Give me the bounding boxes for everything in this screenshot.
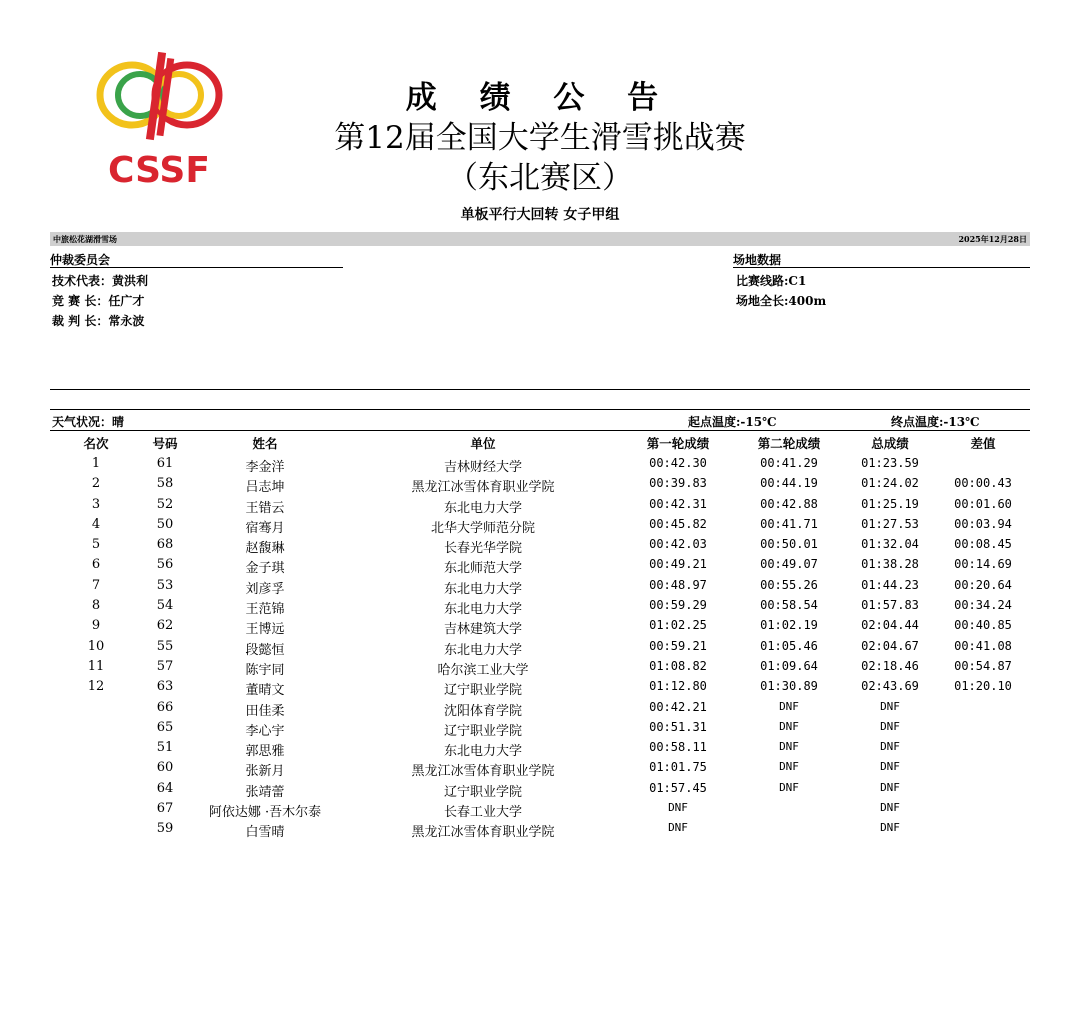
unit-cell: 东北师范大学 (443, 561, 522, 577)
run2-cell: 00:41.71 (760, 516, 818, 531)
table-row (0, 778, 1080, 798)
run1-cell: 01:08.82 (649, 658, 707, 673)
run1-cell: 01:02.25 (649, 618, 707, 633)
table-row (0, 514, 1080, 534)
unit-cell: 长春光华学院 (443, 541, 522, 557)
name-cell: 董晴文 (245, 683, 285, 699)
finish-temperature: 终点温度:-13℃ (891, 415, 980, 429)
unit-cell: 东北电力大学 (443, 602, 522, 618)
name-cell: 陈宇同 (245, 662, 285, 678)
diff-cell: 00:54.87 (954, 658, 1012, 673)
bib-cell: 55 (156, 638, 174, 654)
diff-cell: 01:20.10 (954, 679, 1012, 694)
rank-cell: 11 (87, 658, 105, 674)
table-row (0, 717, 1080, 737)
column-header-unit: 单位 (470, 436, 496, 451)
bib-cell: 52 (156, 496, 174, 512)
table-row (0, 798, 1080, 821)
unit-cell: 黑龙江冰雪体育职业学院 (411, 825, 555, 841)
start-temperature: 起点温度:-15℃ (688, 415, 777, 429)
run1-cell: 00:42.03 (649, 537, 707, 552)
run2-cell: DNF (779, 760, 799, 774)
column-header-run1: 第一轮成绩 (646, 436, 710, 451)
table-row (0, 636, 1080, 656)
table-row (0, 595, 1080, 618)
run2-cell: 00:41.29 (760, 456, 818, 470)
rank-cell: 3 (91, 496, 101, 512)
total-cell: 01:23.59 (861, 456, 919, 470)
run1-cell: 00:59.29 (649, 598, 707, 613)
name-cell: 王范锦 (245, 602, 285, 618)
table-row (0, 737, 1080, 760)
unit-cell: 哈尔滨工业大学 (437, 662, 529, 678)
total-cell: DNF (880, 780, 900, 794)
rank-cell: 9 (91, 618, 101, 634)
run2-cell: DNF (779, 740, 799, 754)
rank-cell: 2 (91, 476, 101, 492)
name-cell: 金子琪 (245, 561, 285, 577)
name-cell: 王博远 (245, 622, 285, 638)
total-cell: 02:04.44 (861, 618, 919, 633)
unit-cell: 东北电力大学 (443, 642, 522, 658)
total-cell: 01:27.53 (861, 516, 919, 531)
table-row (0, 757, 1080, 780)
total-cell: 02:43.69 (861, 679, 919, 694)
name-cell: 白雪晴 (245, 825, 285, 841)
column-header-rank: 名次 (83, 436, 109, 451)
total-cell: 01:44.23 (861, 577, 919, 592)
name-cell: 田佳柔 (245, 703, 285, 719)
bib-cell: 61 (156, 456, 174, 471)
run2-cell: 00:55.26 (760, 577, 818, 592)
bib-cell: 54 (156, 598, 174, 614)
name-cell: 李金洋 (245, 460, 285, 475)
competition-title: 第12届全国大学生滑雪挑战赛 (334, 120, 746, 156)
divider (50, 389, 1030, 390)
jury-heading: 仲裁委员会 (50, 251, 343, 268)
bib-cell: 66 (156, 699, 174, 715)
run2-cell: 01:05.46 (760, 638, 818, 653)
diff-cell: 00:34.24 (954, 598, 1012, 613)
table-row (0, 656, 1080, 676)
name-cell: 郭思雅 (245, 744, 285, 760)
cssf-logo (92, 48, 227, 188)
unit-cell: 黑龙江冰雪体育职业学院 (411, 480, 555, 496)
unit-cell: 吉林建筑大学 (443, 622, 522, 638)
course-length: 场地全长:400m (736, 294, 827, 308)
unit-cell: 沈阳体育学院 (443, 703, 522, 719)
diff-cell: 00:40.85 (954, 618, 1012, 633)
bib-cell: 59 (156, 821, 174, 837)
unit-cell: 长春工业大学 (443, 805, 522, 821)
rank-cell: 8 (91, 598, 101, 614)
venue-date-bar (50, 232, 1030, 246)
run1-cell: DNF (668, 801, 688, 815)
unit-cell: 辽宁职业学院 (443, 723, 522, 739)
rank-cell: 1 (91, 456, 101, 471)
bib-cell: 56 (156, 557, 174, 573)
run2-cell: DNF (779, 780, 799, 794)
total-cell: DNF (880, 821, 900, 835)
run1-cell: 01:12.80 (649, 679, 707, 694)
diff-cell: 00:14.69 (954, 557, 1012, 572)
run1-cell: 00:42.30 (649, 456, 707, 470)
column-header-bib: 号码 (152, 436, 178, 451)
venue: 中旅松花湖滑雪场 (53, 234, 117, 244)
total-cell: 02:04.67 (861, 638, 919, 653)
table-row (0, 453, 1080, 473)
total-cell: DNF (880, 760, 900, 774)
table-row (0, 575, 1080, 595)
table-row (0, 554, 1080, 577)
diff-cell: 00:01.60 (954, 496, 1012, 511)
bib-cell: 57 (156, 658, 174, 674)
column-header-diff: 差值 (970, 436, 996, 451)
rank-cell: 6 (91, 557, 101, 573)
total-cell: DNF (880, 740, 900, 754)
table-row (0, 615, 1080, 638)
rank-cell: 5 (91, 537, 101, 553)
rank-cell: 4 (91, 516, 101, 532)
run2-cell: 01:09.64 (760, 658, 818, 673)
run1-cell: 01:01.75 (649, 760, 707, 775)
run1-cell: 00:49.21 (649, 557, 707, 572)
diff-cell: 00:20.64 (954, 577, 1012, 592)
table-row (0, 697, 1080, 717)
rank-cell: 7 (91, 577, 101, 593)
table-row (0, 494, 1080, 514)
run2-cell: 00:44.19 (760, 476, 818, 491)
unit-cell: 黑龙江冰雪体育职业学院 (411, 764, 555, 780)
name-cell: 王错云 (245, 500, 285, 516)
bib-cell: 67 (156, 801, 174, 817)
diff-cell: 00:08.45 (954, 537, 1012, 552)
run1-cell: 00:42.31 (649, 496, 707, 511)
run1-cell: DNF (668, 821, 688, 835)
technical-delegate: 技术代表：黄洪利 (52, 274, 149, 288)
bib-cell: 60 (156, 760, 174, 776)
diff-cell: 00:41.08 (954, 638, 1012, 653)
run2-cell: 01:30.89 (760, 679, 818, 694)
divider (50, 430, 1030, 431)
logo-text: CSSF (108, 150, 210, 188)
total-cell: DNF (880, 719, 900, 733)
table-row (0, 534, 1080, 557)
total-cell: 01:38.28 (861, 557, 919, 572)
bib-cell: 68 (156, 537, 174, 553)
run2-cell: DNF (779, 719, 799, 733)
table-row (0, 473, 1080, 496)
chief-referee: 裁 判 长：常永波 (52, 314, 145, 328)
rank-cell: 12 (87, 679, 105, 695)
unit-cell: 辽宁职业学院 (443, 683, 522, 699)
bib-cell: 65 (156, 719, 174, 735)
bib-cell: 63 (156, 679, 174, 695)
name-cell: 宿骞月 (245, 520, 285, 536)
unit-cell: 东北电力大学 (443, 581, 522, 597)
unit-cell: 辽宁职业学院 (443, 784, 522, 800)
site-heading: 场地数据 (733, 251, 1030, 268)
name-cell: 李心宇 (245, 723, 285, 739)
total-cell: DNF (880, 801, 900, 815)
race-director: 竞 赛 长：任广才 (52, 294, 145, 308)
name-cell: 赵馥琳 (245, 541, 285, 557)
bib-cell: 62 (156, 618, 174, 634)
column-header-total: 总成绩 (871, 436, 909, 451)
results-table (0, 453, 1080, 839)
table-row (0, 818, 1080, 841)
total-cell: 01:57.83 (861, 598, 919, 613)
total-cell: 02:18.46 (861, 658, 919, 673)
course-info: 比赛线路:C1 (736, 274, 807, 288)
run2-cell: 00:50.01 (760, 537, 818, 552)
event-name: 单板平行大回转 女子甲组 (460, 207, 620, 223)
run2-cell: 00:58.54 (760, 598, 818, 613)
name-cell: 张新月 (245, 764, 285, 780)
total-cell: 01:25.19 (861, 496, 919, 511)
date: 2025年12月28日 (958, 234, 1027, 244)
table-row (0, 676, 1080, 699)
page-title: 成 绩 公 告 (405, 80, 675, 116)
divider (50, 409, 1030, 410)
run2-cell: DNF (779, 699, 799, 713)
diff-cell: 00:00.43 (954, 476, 1012, 491)
bib-cell: 50 (156, 516, 174, 532)
run1-cell: 00:59.21 (649, 638, 707, 653)
total-cell: 01:32.04 (861, 537, 919, 552)
unit-cell: 东北电力大学 (443, 500, 522, 516)
run1-cell: 01:57.45 (649, 780, 707, 795)
column-header-run2: 第二轮成绩 (757, 436, 821, 451)
weather-condition: 天气状况：晴 (52, 415, 125, 429)
bib-cell: 53 (156, 577, 174, 593)
run2-cell: 00:42.88 (760, 496, 818, 511)
total-cell: DNF (880, 699, 900, 713)
run1-cell: 00:39.83 (649, 476, 707, 491)
run2-cell: 01:02.19 (760, 618, 818, 633)
run1-cell: 00:58.11 (649, 740, 707, 755)
bib-cell: 64 (156, 780, 174, 796)
unit-cell: 东北电力大学 (443, 744, 522, 760)
name-cell: 张靖蕾 (245, 784, 285, 800)
bib-cell: 58 (156, 476, 174, 492)
name-cell: 刘彦孚 (245, 581, 285, 597)
unit-cell: 北华大学师范分院 (430, 520, 535, 536)
run1-cell: 00:42.21 (649, 699, 707, 714)
run1-cell: 00:45.82 (649, 516, 707, 531)
diff-cell: 00:03.94 (954, 516, 1012, 531)
rank-cell: 10 (87, 638, 105, 654)
competition-region: （东北赛区） (447, 160, 633, 196)
column-header-name: 姓名 (252, 436, 278, 451)
run1-cell: 00:48.97 (649, 577, 707, 592)
run1-cell: 00:51.31 (649, 719, 707, 734)
name-cell: 吕志坤 (245, 480, 285, 496)
name-cell: 阿依达娜 ·吾木尔泰 (208, 805, 322, 821)
bib-cell: 51 (156, 740, 174, 756)
unit-cell: 吉林财经大学 (443, 460, 522, 475)
name-cell: 段懿恒 (245, 642, 285, 658)
total-cell: 01:24.02 (861, 476, 919, 491)
run2-cell: 00:49.07 (760, 557, 818, 572)
